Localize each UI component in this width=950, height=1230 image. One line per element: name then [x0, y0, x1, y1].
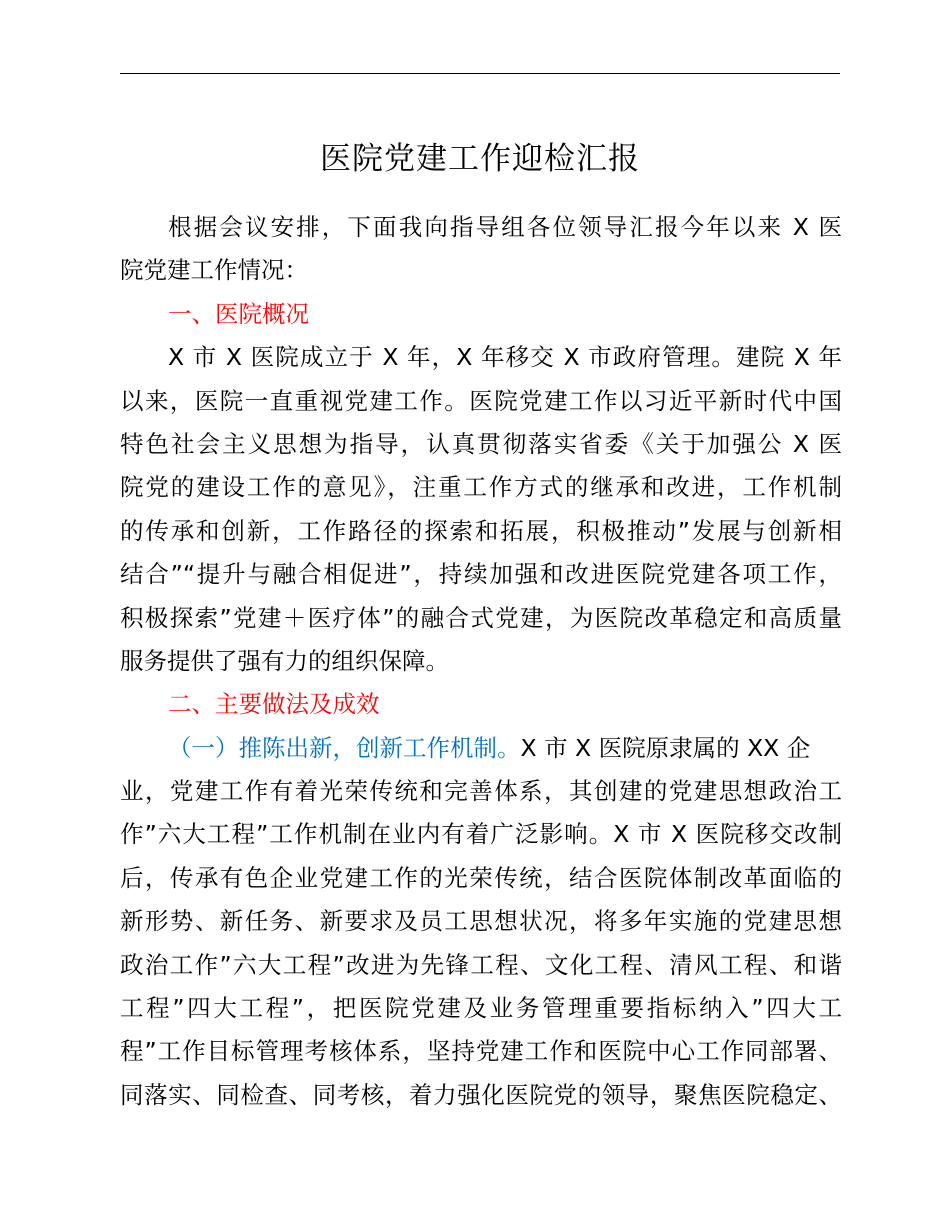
- paragraph-line: 的传承和创新，工作路径的探索和拓展，积极推动”发展与创新相: [120, 516, 842, 545]
- paragraph-line: 后，传承有色企业党建工作的光荣传统，结合医院体制改革面临的: [120, 863, 842, 892]
- paragraph-line: 程”工作目标管理考核体系，坚持党建工作和医院中心工作同部署、: [120, 1037, 842, 1066]
- paragraph-line: 院党的建设工作的意见》，注重工作方式的继承和改进，工作机制: [120, 473, 842, 502]
- paragraph-line: 新形势、新任务、新要求及员工思想状况，将多年实施的党建思想: [120, 907, 842, 936]
- intro-line: 根据会议安排，下面我向指导组各位领导汇报今年以来 X 医: [168, 213, 842, 241]
- paragraph-line: X 市 X 医院成立于 X 年，X 年移交 X 市政府管理。建院 X 年: [168, 343, 842, 372]
- paragraph-line: 政治工作”六大工程”改进为先锋工程、文化工程、清风工程、和谐: [120, 950, 842, 979]
- section-heading-practices: 二、主要做法及成效: [168, 690, 380, 719]
- paragraph-line: 工程”四大工程”，把医院党建及业务管理重要指标纳入”四大工: [120, 994, 842, 1023]
- subsection-line-rest: X 市 X 医院原隶属的 XX 企: [520, 733, 811, 762]
- paragraph-line: 业，党建工作有着光荣传统和完善体系，其创建的党建思想政治工: [120, 777, 842, 806]
- paragraph-line: 结合”“提升与融合相促进”，持续加强和改进医院党建各项工作，: [120, 560, 842, 589]
- paragraph-line: 积极探索”党建＋医疗体”的融合式党建，为医院改革稳定和高质量: [120, 603, 842, 632]
- paragraph-line: 服务提供了强有力的组织保障。: [120, 646, 449, 675]
- document-body: [120, 206, 842, 1117]
- section-heading-overview: 一、医院概况: [168, 299, 309, 328]
- subsection-heading: （一）推陈出新，创新工作机制。: [168, 733, 521, 762]
- paragraph-line: 特色社会主义思想为指导，认真贯彻落实省委《关于加强公 X 医: [120, 429, 842, 458]
- header-rule: [120, 73, 840, 74]
- paragraph-line: 同落实、同检查、同考核，着力强化医院党的领导，聚焦医院稳定、: [120, 1080, 842, 1109]
- document-title: 医院党建工作迎检汇报: [320, 141, 640, 177]
- intro-line: 院党建工作情况：: [120, 256, 308, 285]
- subsection-first-line: [120, 727, 842, 770]
- paragraph-line: 作”六大工程”工作机制在业内有着广泛影响。X 市 X 医院移交改制: [120, 820, 842, 849]
- paragraph-line: 以来，医院一直重视党建工作。医院党建工作以习近平新时代中国: [120, 386, 842, 415]
